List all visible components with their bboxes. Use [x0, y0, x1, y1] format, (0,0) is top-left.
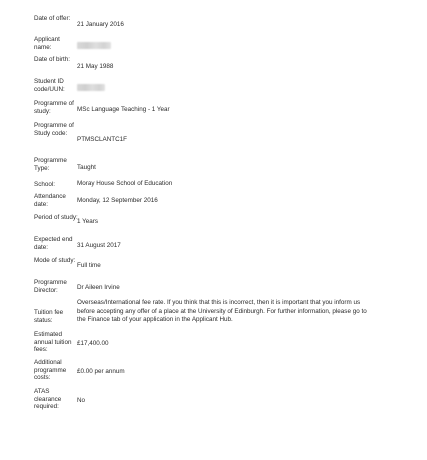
value-additional-costs: £0.00 per annum	[77, 368, 125, 375]
label-programme-type: Programme Type:	[34, 157, 67, 172]
value-school: Moray House School of Education	[77, 180, 173, 187]
label-applicant-name: Applicant name:	[34, 36, 60, 51]
label-programme-director: Programme Director:	[34, 279, 67, 294]
label-mode-of-study: Mode of study:	[34, 257, 76, 264]
label-date-of-birth: Date of birth:	[34, 56, 71, 63]
value-programme-code: PTMSCLANTC1F	[77, 136, 128, 143]
label-additional-costs: Additional programme costs:	[34, 359, 67, 382]
value-date-of-offer: 21 January 2016	[77, 21, 124, 28]
value-programme-of-study: MSc Language Teaching - 1 Year	[77, 106, 170, 113]
value-programme-director: Dr Aileen Irvine	[77, 284, 120, 291]
label-tuition-fee-status: Tuition fee status:	[34, 309, 64, 324]
value-estimated-tuition-fees: £17,400.00	[77, 340, 109, 347]
value-programme-type: Taught	[77, 164, 96, 171]
value-tuition-fee-status: Overseas/International fee rate. If you think that this is incorrect, then it is important that you inform us before accepting any offer of a place at the University of Edinburgh. For further information, please go to the Finance tab of your application in the Applicant Hub.	[77, 299, 367, 324]
value-date-of-birth: 21 May 1988	[77, 63, 114, 70]
redacted-applicant-name	[77, 42, 111, 49]
value-mode-of-study: Full time	[77, 262, 101, 269]
label-date-of-offer: Date of offer:	[34, 15, 71, 22]
label-student-id: Student ID code/UUN:	[34, 78, 65, 93]
label-attendance-date: Attendance date:	[34, 193, 66, 208]
label-estimated-tuition-fees: Estimated annual tuition fees:	[34, 331, 72, 354]
value-period-of-study: 1 Years	[77, 218, 99, 225]
value-expected-end-date: 31 August 2017	[77, 242, 121, 249]
label-programme-code: Programme of Study code:	[34, 122, 74, 137]
label-atas-clearance: ATAS clearance required:	[34, 388, 62, 411]
value-attendance-date: Monday, 12 September 2016	[77, 197, 158, 204]
redacted-student-id	[77, 84, 105, 91]
label-school: School:	[34, 181, 56, 188]
label-period-of-study: Period of study:	[34, 214, 78, 221]
label-programme-of-study: Programme of study:	[34, 100, 74, 115]
label-expected-end-date: Expected end date:	[34, 236, 73, 251]
value-atas-clearance: No	[77, 397, 86, 404]
